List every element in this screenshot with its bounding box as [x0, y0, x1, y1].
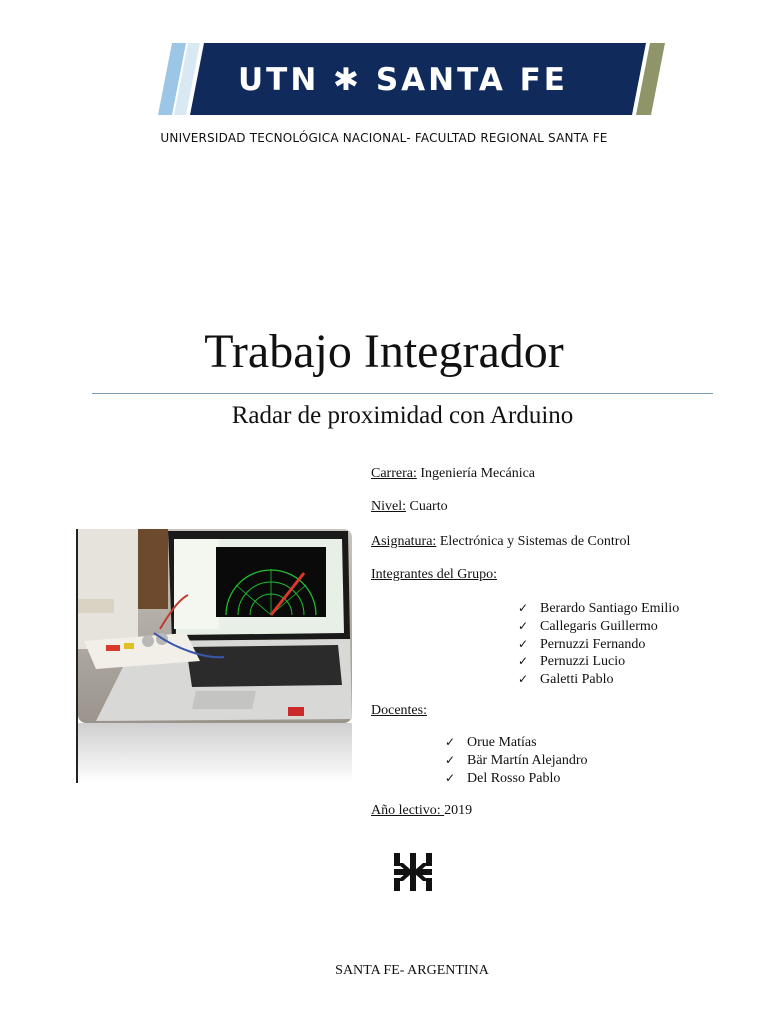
field-nivel-label: Nivel: [371, 499, 406, 514]
list-item: ✓ Orue Matías [445, 735, 537, 750]
field-carrera-value: Ingeniería Mecánica [416, 466, 536, 481]
check-icon: ✓ [518, 654, 529, 669]
list-item: ✓ Pernuzzi Fernando [518, 636, 646, 652]
list-item: ✓ Del Rosso Pablo [445, 770, 561, 786]
field-integrantes-label: Integrantes del Grupo: [371, 567, 497, 582]
footer-location: SANTA FE- ARGENTINA [335, 963, 489, 978]
field-carrera-label: Carrera: [371, 466, 417, 481]
field-integrantes [371, 566, 497, 584]
check-icon: ✓ [518, 601, 529, 615]
field-anio-label: Año lectivo: [371, 803, 445, 818]
banner-text: UTN ✱ SANTA FE [238, 62, 568, 98]
laptop-radar-photo [76, 529, 352, 783]
check-icon: ✓ [518, 636, 529, 651]
field-nivel [371, 498, 448, 516]
check-icon: ✓ [445, 770, 456, 785]
page-subtitle: Radar de proximidad con Arduino [231, 402, 574, 429]
field-nivel-value: Cuarto [406, 499, 448, 514]
page-title: Trabajo Integrador [204, 325, 564, 378]
list-item: ✓ Pernuzzi Lucio [518, 654, 626, 670]
field-anio [371, 802, 472, 820]
list-item: ✓ Galetti Pablo [518, 672, 614, 688]
list-item: ✓ Berardo Santiago Emilio [518, 601, 680, 616]
members-list [518, 600, 679, 689]
field-docentes-label: Docentes: [371, 703, 427, 718]
check-icon: ✓ [445, 752, 456, 767]
field-anio-value: 2019 [444, 803, 473, 818]
field-asignatura-value: Electrónica y Sistemas de Control [436, 534, 631, 549]
list-item: ✓ Bär Martín Alejandro [445, 752, 588, 768]
check-icon: ✓ [518, 618, 529, 633]
university-name: UNIVERSIDAD TECNOLÓGICA NACIONAL- FACULTAD REGIONAL SANTA FE [160, 131, 608, 145]
check-icon: ✓ [445, 735, 456, 749]
field-carrera [371, 465, 535, 483]
list-item: ✓ Callegaris Guillermo [518, 618, 658, 634]
field-docentes [371, 702, 427, 720]
check-icon: ✓ [518, 672, 529, 687]
teachers-list [445, 734, 588, 787]
title-divider [92, 393, 713, 394]
field-asignatura [371, 533, 630, 551]
field-asignatura-label: Asignatura: [371, 534, 437, 549]
utn-logo-icon [394, 853, 432, 891]
